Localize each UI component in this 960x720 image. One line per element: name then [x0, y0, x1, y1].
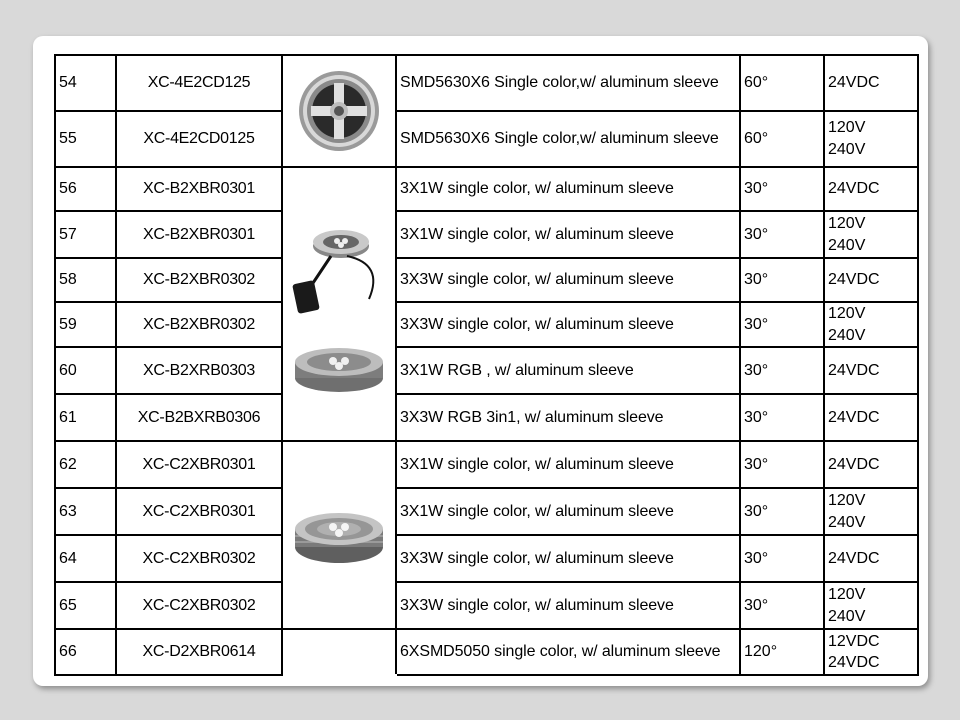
description: 3X3W single color, w/ aluminum sleeve [396, 535, 740, 582]
product-spec-table [54, 54, 919, 676]
voltage [824, 111, 918, 167]
row-number: 63 [55, 488, 116, 535]
voltage [824, 258, 918, 302]
voltage-value: 240V [828, 607, 866, 625]
row-number: 66 [55, 629, 116, 675]
model-code: XC-C2XBR0302 [116, 582, 282, 629]
model-code: XC-B2XBR0301 [116, 167, 282, 211]
voltage-value: 24VDC [828, 549, 880, 567]
description: 3X3W single color, w/ aluminum sleeve [396, 258, 740, 302]
table-row [55, 347, 918, 394]
beam-angle: 30° [740, 347, 824, 394]
model-code: XC-4E2CD125 [116, 55, 282, 111]
description: SMD5630X6 Single color,w/ aluminum sleeve [396, 111, 740, 167]
beam-angle: 30° [740, 211, 824, 258]
table-row [55, 211, 918, 258]
voltage-value: 24VDC [828, 361, 880, 379]
table-row [55, 535, 918, 582]
voltage [824, 167, 918, 211]
row-number: 55 [55, 111, 116, 167]
table-row [55, 167, 918, 211]
voltage-value: 24VDC [828, 455, 880, 473]
voltage-value: 120V [828, 305, 866, 322]
description: SMD5630X6 Single color,w/ aluminum sleeve [396, 55, 740, 111]
table-row [55, 488, 918, 535]
beam-angle: 60° [740, 55, 824, 111]
model-code: XC-B2XRB0303 [116, 347, 282, 394]
voltage-value: 24VDC [828, 74, 880, 92]
beam-angle: 30° [740, 394, 824, 441]
table-row [55, 302, 918, 347]
table-row [55, 394, 918, 441]
voltage-value: 24VDC [828, 180, 880, 198]
model-code: XC-D2XBR0614 [116, 629, 282, 675]
row-number: 65 [55, 582, 116, 629]
beam-angle: 30° [740, 167, 824, 211]
row-number: 58 [55, 258, 116, 302]
table-row [55, 258, 918, 302]
table-row [55, 629, 918, 675]
description: 3X3W single color, w/ aluminum sleeve [396, 582, 740, 629]
beam-angle: 30° [740, 258, 824, 302]
description: 3X1W single color, w/ aluminum sleeve [396, 441, 740, 488]
voltage [824, 535, 918, 582]
voltage-value: 12VDC [828, 632, 880, 650]
voltage-value: 120V [828, 492, 866, 510]
product-image-cell [282, 55, 396, 167]
model-code: XC-B2XBR0302 [116, 302, 282, 347]
description: 3X1W single color, w/ aluminum sleeve [396, 488, 740, 535]
recessed-light-cable-image [289, 184, 389, 424]
voltage-value: 24VDC [828, 408, 880, 426]
row-number: 57 [55, 211, 116, 258]
row-number: 59 [55, 302, 116, 347]
voltage-value: 24VDC [828, 654, 880, 672]
voltage [824, 394, 918, 441]
row-number: 60 [55, 347, 116, 394]
voltage-value: 120V [828, 119, 866, 137]
beam-angle: 120° [740, 629, 824, 675]
table-row [55, 55, 918, 111]
recessed-light-round-image [289, 495, 389, 575]
model-code: XC-B2XBR0301 [116, 211, 282, 258]
beam-angle: 30° [740, 582, 824, 629]
voltage-value: 240V [828, 141, 866, 158]
model-code: XC-C2XBR0301 [116, 488, 282, 535]
row-number: 64 [55, 535, 116, 582]
voltage [824, 629, 918, 675]
product-image-cell [282, 441, 396, 629]
voltage [824, 441, 918, 488]
product-image-cell [282, 629, 396, 675]
voltage [824, 582, 918, 629]
voltage-value: 120V [828, 214, 866, 232]
row-number: 54 [55, 55, 116, 111]
voltage [824, 55, 918, 111]
model-code: XC-B2BXRB0306 [116, 394, 282, 441]
voltage-value: 240V [828, 326, 866, 344]
voltage [824, 302, 918, 347]
voltage-value: 240V [828, 513, 866, 531]
beam-angle: 30° [740, 535, 824, 582]
voltage [824, 211, 918, 258]
beam-angle: 30° [740, 302, 824, 347]
model-code: XC-C2XBR0301 [116, 441, 282, 488]
table-row [55, 441, 918, 488]
model-code: XC-B2XBR0302 [116, 258, 282, 302]
description: 3X3W single color, w/ aluminum sleeve [396, 302, 740, 347]
voltage-value: 240V [828, 236, 866, 254]
voltage-value: 24VDC [828, 271, 880, 289]
table-row [55, 582, 918, 629]
beam-angle: 30° [740, 441, 824, 488]
voltage-value: 120V [828, 586, 866, 604]
description: 3X1W single color, w/ aluminum sleeve [396, 211, 740, 258]
voltage [824, 488, 918, 535]
beam-angle: 60° [740, 111, 824, 167]
model-code: XC-4E2CD0125 [116, 111, 282, 167]
model-code: XC-C2XBR0302 [116, 535, 282, 582]
table-row [55, 111, 918, 167]
description: 3X1W RGB , w/ aluminum sleeve [396, 347, 740, 394]
product-image-cell [282, 167, 396, 441]
row-number: 61 [55, 394, 116, 441]
description: 3X3W RGB 3in1, w/ aluminum sleeve [396, 394, 740, 441]
row-number: 56 [55, 167, 116, 211]
description: 6XSMD5050 single color, w/ aluminum sleeve [396, 629, 740, 675]
row-number: 62 [55, 441, 116, 488]
voltage [824, 347, 918, 394]
description: 3X1W single color, w/ aluminum sleeve [396, 167, 740, 211]
beam-angle: 30° [740, 488, 824, 535]
recessed-light-4window-image [297, 69, 381, 153]
